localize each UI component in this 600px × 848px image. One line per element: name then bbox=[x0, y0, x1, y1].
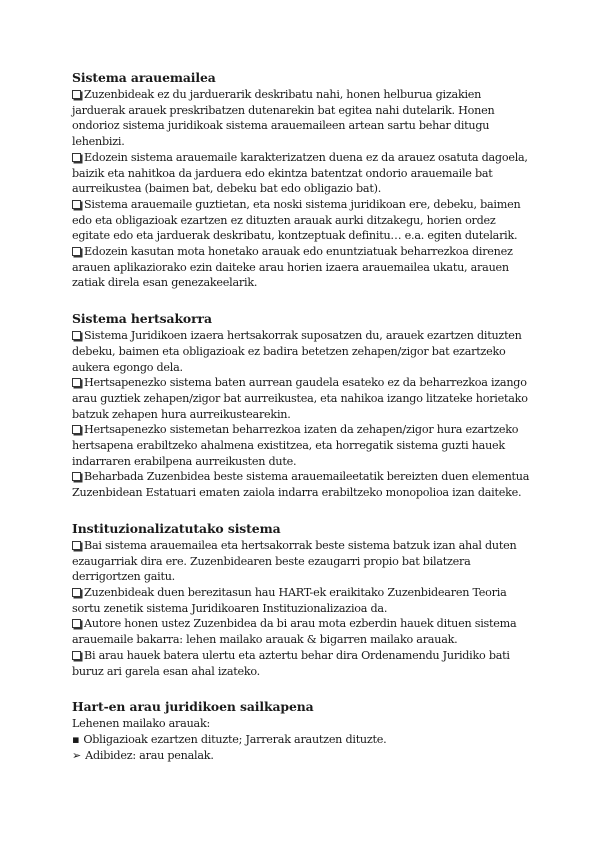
list-item bbox=[72, 375, 532, 422]
checkbox-bullet-icon bbox=[72, 588, 81, 597]
subtitle-line: Lehenen mailako arauak: bbox=[72, 717, 210, 731]
list-item bbox=[72, 244, 532, 291]
item-text: Zuzenbideak duen berezitasun hau HART-ek eraikitako Zuzenbidearen Teoria sortu zenetik sistema Juridikoaren Instituzionalizazioa da. bbox=[72, 585, 507, 615]
list-item bbox=[72, 748, 532, 764]
item-text: Hertsapenezko sistema baten aurrean gaudela esateko ez da beharrezkoa izango arau guztiek zehapen/zigor bat aurreikustea, eta nahikoa izango litzateke horietako batzuk zehapen hura aurreikustearekin. bbox=[72, 376, 528, 421]
list-item bbox=[72, 616, 532, 647]
item-text: Sistema arauemaile guztietan, eta noski sistema juridikoan ere, debeku, baimen edo eta obligazioak ezartzen ez dituzten arauak aurki ditzakegu, horien ordez egitate edo eta jarduerak deskribatu, kontzeptuak definitu… e.a. egiten dutelarik. bbox=[72, 197, 521, 243]
arrow-bullet-icon: ➢ bbox=[72, 748, 82, 762]
item-text: Adibidez: arau penalak. bbox=[85, 748, 214, 762]
checkbox-bullet-icon bbox=[72, 331, 81, 340]
list-item bbox=[72, 469, 532, 500]
item-text: Beharbada Zuzenbidea beste sistema arauemaileetatik bereizten duen elementua Zuzenbidean Estatuari ematen zaiola indarra erabiltzeko monopolioa izan daiteke. bbox=[72, 470, 530, 500]
item-text: Edozein sistema arauemaile karakterizatzen duena ez da arauez osatuta dagoela, baizik eta nahitkoa da jarduera edo ekintza batentzat ondorio arauemaile bat aurreikustea (baimen bat, debeku bat edo obligazio bat). bbox=[72, 150, 528, 196]
list-item bbox=[72, 197, 532, 244]
section-hart-sailkapena bbox=[72, 699, 532, 763]
item-text: Bi arau hauek batera ulertu eta aztertu behar dira Ordenamendu Juridiko bati buruz ari garela esan ahal izateko. bbox=[72, 648, 510, 678]
section-heading: Instituzionalizatutako sistema bbox=[72, 520, 281, 536]
list-item bbox=[72, 538, 532, 585]
section-sistema-arauemailea bbox=[72, 70, 532, 291]
item-text: Sistema Juridikoen izaera hertsakorrak suposatzen du, arauek ezartzen dituzten debeku, baimen eta obligazioak ez badira betetzen zehapen/zigor bat ezartzeko aukera egongo dela. bbox=[72, 329, 522, 374]
list-item bbox=[72, 328, 532, 375]
checkbox-bullet-icon bbox=[72, 425, 81, 434]
list-item bbox=[72, 150, 532, 197]
checkbox-bullet-icon bbox=[72, 153, 81, 162]
item-text: Bai sistema arauemailea eta hertsakorrak beste sistema batzuk izan ahal duten ezaugarriak dira ere. Zuzenbidearen beste ezaugarri propio bat bilatzera derrigortzen gaitu. bbox=[72, 538, 517, 584]
item-text: Obligazioak ezartzen dituzte; Jarrerak arautzen dituzte. bbox=[83, 732, 387, 746]
item-text: Edozein kasutan mota honetako arauak edo enuntziatuak beharrezkoa direnez arauen aplikaziorako ezin daiteke arau horien izaera arauemailea ukatu, arauen zatiak direla esan genezakeelarik. bbox=[72, 245, 513, 290]
list-item bbox=[72, 648, 532, 679]
checkbox-bullet-icon bbox=[72, 541, 81, 550]
item-text: Zuzenbideak ez du jarduerarik deskribatu nahi, honen helburua gizakien jarduerak arauek preskribatzen dutenarekin bat egitea nahi dutelarik. Honen ondorioz sistema juridikoak sistema arauemaileen artean sartu behar ditugu lehenbizi. bbox=[72, 88, 495, 149]
section-instituzionalizatutako-sistema bbox=[72, 521, 532, 679]
section-heading: Hart-en arau juridikoen sailkapena bbox=[72, 699, 314, 715]
checkbox-bullet-icon bbox=[72, 378, 81, 387]
checkbox-bullet-icon bbox=[72, 200, 81, 209]
checkbox-bullet-icon bbox=[72, 619, 81, 628]
checkbox-bullet-icon bbox=[72, 651, 81, 660]
list-item bbox=[72, 422, 532, 469]
item-text: Hertsapenezko sistemetan beharrezkoa izaten da zehapen/zigor hura ezartzeko hertsapena erabiltzeko ahalmena existitzea, eta horregatik sistema guzti hauek indarraren erabilpena aurreikusten dute. bbox=[72, 423, 519, 468]
section-sistema-hertsakorra bbox=[72, 311, 532, 501]
list-item bbox=[72, 732, 532, 748]
list-item bbox=[72, 87, 532, 150]
document-page bbox=[72, 70, 532, 783]
checkbox-bullet-icon bbox=[72, 472, 81, 481]
item-text: Autore honen ustez Zuzenbidea da bi arau mota ezberdin hauek dituen sistema arauemaile bakarra: lehen mailako arauak & bigarren mailako arauak. bbox=[72, 617, 517, 647]
checkbox-bullet-icon bbox=[72, 247, 81, 256]
list-item bbox=[72, 585, 532, 616]
section-heading: Sistema hertsakorra bbox=[72, 311, 212, 327]
section-heading: Sistema arauemailea bbox=[72, 70, 216, 85]
checkbox-bullet-icon bbox=[72, 90, 81, 99]
square-bullet-icon: ▪ bbox=[72, 732, 80, 746]
